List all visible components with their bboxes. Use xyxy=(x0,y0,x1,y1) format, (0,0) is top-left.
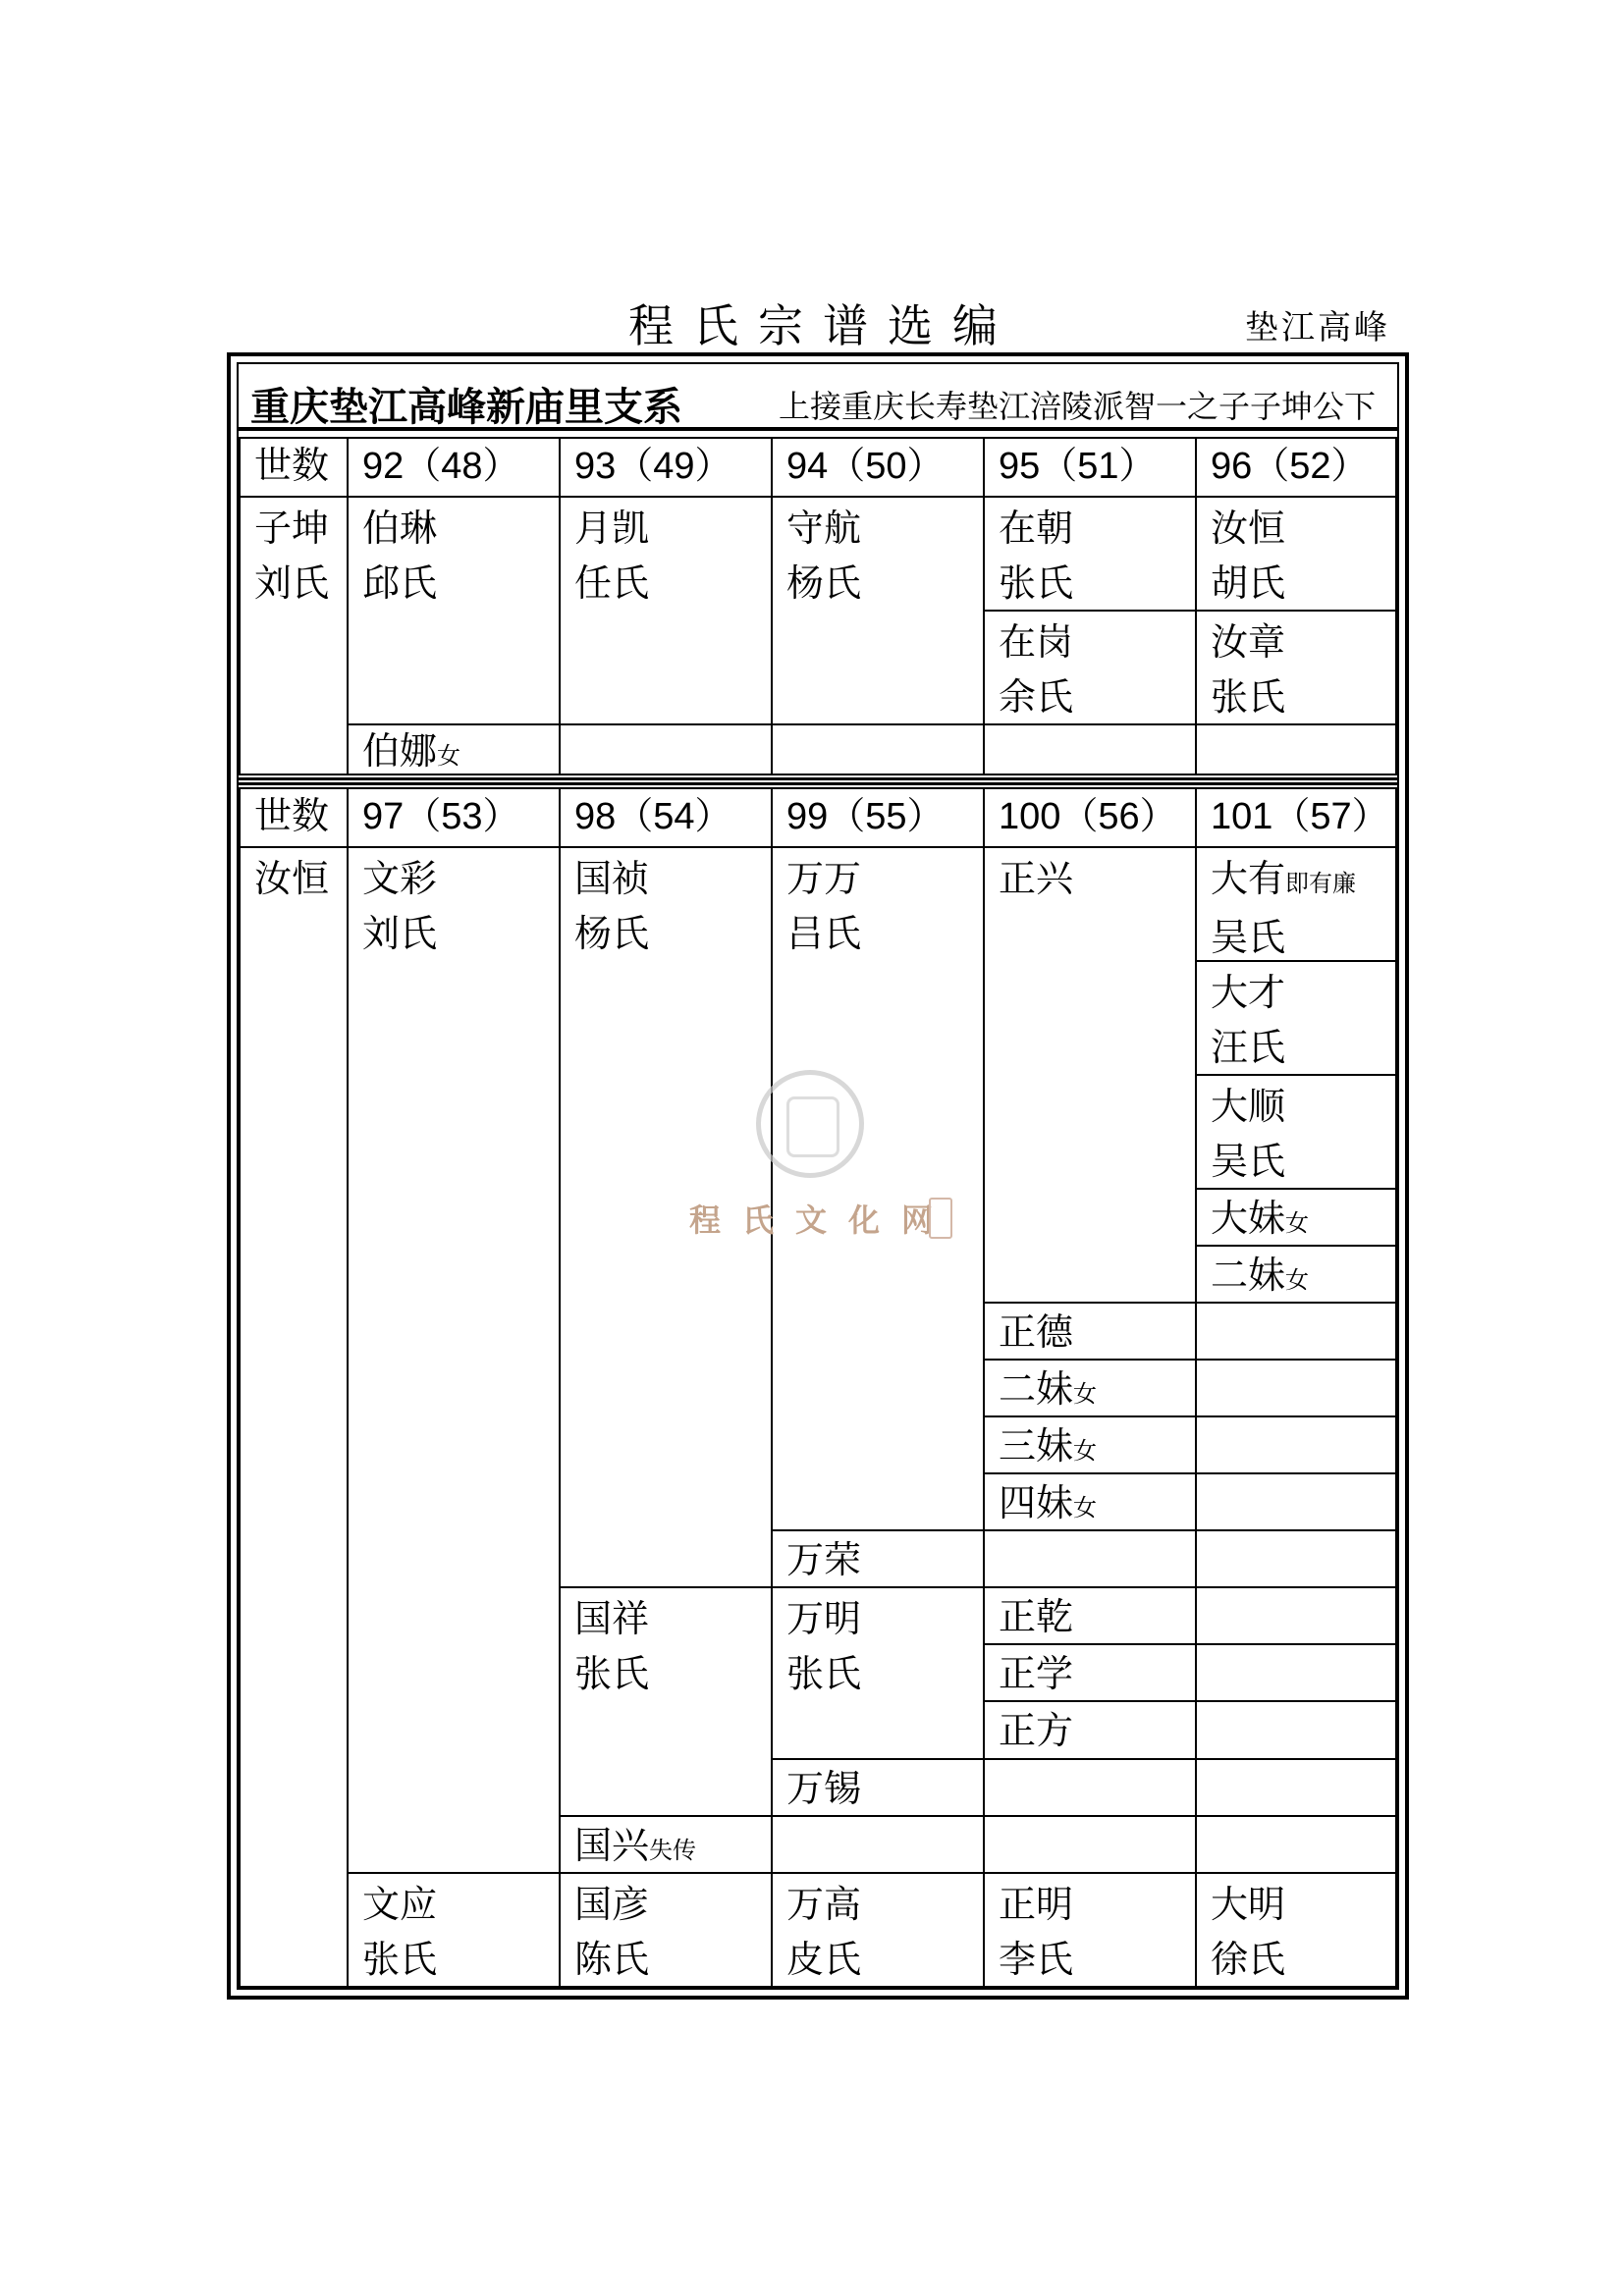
person-cell xyxy=(985,1645,1197,1702)
person-name: 正乾 xyxy=(999,1597,1074,1638)
ancestor-cell xyxy=(241,848,349,1988)
spouse-name: 刘氏 xyxy=(254,563,330,605)
female-note: 女 xyxy=(1073,1494,1098,1522)
person-name: 二妹 xyxy=(999,1369,1074,1411)
empty-cell xyxy=(1197,1702,1399,1760)
spouse-name: 任氏 xyxy=(574,563,650,605)
person-name: 大才 xyxy=(1211,973,1286,1014)
spouse-name: 杨氏 xyxy=(574,914,650,955)
empty-cell xyxy=(1197,1361,1399,1417)
person-name: 正兴 xyxy=(999,859,1074,900)
person-cell xyxy=(773,1760,985,1817)
person-name: 大妹 xyxy=(1211,1199,1286,1240)
person-name: 伯琳 xyxy=(362,508,438,550)
person-cell xyxy=(985,1588,1197,1645)
empty-cell xyxy=(1197,1531,1399,1588)
lost-note: 失传 xyxy=(649,1837,697,1864)
spouse-name: 余氏 xyxy=(999,677,1074,719)
female-note: 女 xyxy=(437,742,461,770)
spouse-name: 吴氏 xyxy=(1211,1142,1286,1183)
person-name: 正德 xyxy=(999,1312,1074,1354)
person-name: 大明 xyxy=(1211,1885,1286,1926)
person-name: 正方 xyxy=(999,1711,1074,1752)
header-g93: 93（49） xyxy=(561,439,773,498)
person-cell xyxy=(1197,612,1399,725)
header-g96: 96（52） xyxy=(1197,439,1399,498)
person-name: 文应 xyxy=(362,1885,438,1926)
person-cell xyxy=(349,848,561,1874)
person-cell xyxy=(561,498,773,725)
person-name: 万荣 xyxy=(786,1540,862,1581)
empty-cell xyxy=(985,725,1197,775)
header-generation: 世数 xyxy=(241,789,349,848)
branch-lineage-note: 上接重庆长寿垫江涪陵派智一之子子坤公下 xyxy=(779,388,1377,425)
person-name: 汝恒 xyxy=(254,859,330,900)
person-name: 万万 xyxy=(786,859,862,900)
person-name: 二妹 xyxy=(1211,1255,1286,1297)
spouse-name: 吕氏 xyxy=(786,914,862,955)
person-cell xyxy=(1197,1247,1399,1304)
spouse-name: 汪氏 xyxy=(1211,1028,1286,1069)
person-name: 文彩 xyxy=(362,859,438,900)
spouse-name: 皮氏 xyxy=(786,1940,862,1981)
person-cell xyxy=(561,1817,773,1874)
header-g99: 99（55） xyxy=(773,789,985,848)
header-g100: 100（56） xyxy=(985,789,1197,848)
person-name: 汝恒 xyxy=(1211,508,1286,550)
person-name: 守航 xyxy=(786,508,862,550)
empty-cell xyxy=(1197,1304,1399,1361)
person-cell xyxy=(1197,498,1399,612)
person-cell xyxy=(773,498,985,725)
empty-cell xyxy=(561,725,773,775)
person-name: 国兴 xyxy=(574,1826,650,1867)
spouse-name: 徐氏 xyxy=(1211,1940,1286,1981)
person-name: 四妹 xyxy=(999,1483,1074,1524)
person-name: 伯娜 xyxy=(362,731,438,773)
person-cell xyxy=(349,498,561,725)
spouse-name: 张氏 xyxy=(1211,677,1286,719)
person-cell xyxy=(773,1531,985,1588)
person-cell xyxy=(985,1702,1197,1760)
person-name: 在岗 xyxy=(999,622,1074,664)
person-cell xyxy=(985,1417,1197,1474)
generation-table-1 xyxy=(239,437,1397,775)
person-cell xyxy=(1197,1190,1399,1247)
person-name: 正学 xyxy=(999,1654,1074,1695)
female-note: 女 xyxy=(1285,1266,1310,1294)
person-cell xyxy=(773,1874,985,1988)
person-cell xyxy=(1197,962,1399,1076)
empty-cell xyxy=(1197,1645,1399,1702)
person-cell xyxy=(773,848,985,1531)
person-cell xyxy=(985,1874,1197,1988)
person-name: 国祥 xyxy=(574,1599,650,1640)
person-name: 万高 xyxy=(786,1885,862,1926)
spouse-name: 张氏 xyxy=(362,1940,438,1981)
person-cell xyxy=(985,1304,1197,1361)
empty-cell xyxy=(985,1531,1197,1588)
branch-title: 重庆垫江高峰新庙里支系 xyxy=(250,384,682,430)
spouse-name: 张氏 xyxy=(574,1654,650,1695)
branch-header xyxy=(239,364,1397,431)
person-name: 国祯 xyxy=(574,859,650,900)
person-cell xyxy=(561,1874,773,1988)
person-name: 汝章 xyxy=(1211,622,1286,664)
person-cell xyxy=(349,1874,561,1988)
header-g95: 95（51） xyxy=(985,439,1197,498)
person-name: 大顺 xyxy=(1211,1087,1286,1128)
person-name: 万明 xyxy=(786,1599,862,1640)
header-g101: 101（57） xyxy=(1197,789,1399,848)
female-note: 女 xyxy=(1073,1437,1098,1465)
spouse-name: 张氏 xyxy=(786,1654,862,1695)
spouse-name: 杨氏 xyxy=(786,563,862,605)
header-g97: 97（53） xyxy=(349,789,561,848)
person-cell xyxy=(349,725,561,775)
section-separator xyxy=(239,777,1397,785)
person-name: 子坤 xyxy=(254,508,330,550)
person-cell xyxy=(985,1474,1197,1531)
empty-cell xyxy=(985,1760,1197,1817)
watermark-stamp-icon xyxy=(929,1198,952,1239)
person-cell xyxy=(985,498,1197,612)
empty-cell xyxy=(1197,1760,1399,1817)
header-g94: 94（50） xyxy=(773,439,985,498)
person-cell xyxy=(773,1588,985,1760)
empty-cell xyxy=(1197,1417,1399,1474)
empty-cell xyxy=(1197,1474,1399,1531)
watermark-text: 程氏文化网 xyxy=(689,1201,955,1239)
person-cell xyxy=(1197,1874,1399,1988)
female-note: 女 xyxy=(1285,1209,1310,1237)
person-cell xyxy=(561,1588,773,1817)
person-name: 三妹 xyxy=(999,1426,1074,1468)
person-name: 月凯 xyxy=(574,508,650,550)
empty-cell xyxy=(985,1817,1197,1874)
spouse-name: 吴氏 xyxy=(1211,918,1286,959)
spouse-name: 李氏 xyxy=(999,1940,1074,1981)
person-name: 大有 xyxy=(1211,859,1286,900)
header-g92: 92（48） xyxy=(349,439,561,498)
person-cell xyxy=(1197,1076,1399,1190)
header-g98: 98（54） xyxy=(561,789,773,848)
person-name: 正明 xyxy=(999,1885,1074,1926)
female-note: 女 xyxy=(1073,1380,1098,1408)
person-name: 万锡 xyxy=(786,1769,862,1810)
person-cell xyxy=(985,1361,1197,1417)
page-title: 程氏宗谱选编 xyxy=(628,299,1017,352)
empty-cell xyxy=(1197,1817,1399,1874)
spouse-name: 邱氏 xyxy=(362,563,438,605)
person-cell xyxy=(985,848,1197,1304)
person-name: 在朝 xyxy=(999,508,1074,550)
alias-note: 即有廉 xyxy=(1285,870,1357,897)
person-cell xyxy=(1197,848,1399,962)
empty-cell xyxy=(773,1817,985,1874)
ancestor-cell xyxy=(241,498,349,775)
spouse-name: 陈氏 xyxy=(574,1940,650,1981)
spouse-name: 张氏 xyxy=(999,563,1074,605)
empty-cell xyxy=(1197,725,1399,775)
watermark-seal-icon xyxy=(756,1070,864,1178)
page-place-label: 垫江高峰 xyxy=(1245,308,1390,347)
empty-cell xyxy=(1197,1588,1399,1645)
spouse-name: 刘氏 xyxy=(362,914,438,955)
person-cell xyxy=(985,612,1197,725)
spouse-name: 胡氏 xyxy=(1211,563,1286,605)
empty-cell xyxy=(773,725,985,775)
person-name: 国彦 xyxy=(574,1885,650,1926)
header-generation: 世数 xyxy=(241,439,349,498)
generation-table-2 xyxy=(239,787,1397,1988)
